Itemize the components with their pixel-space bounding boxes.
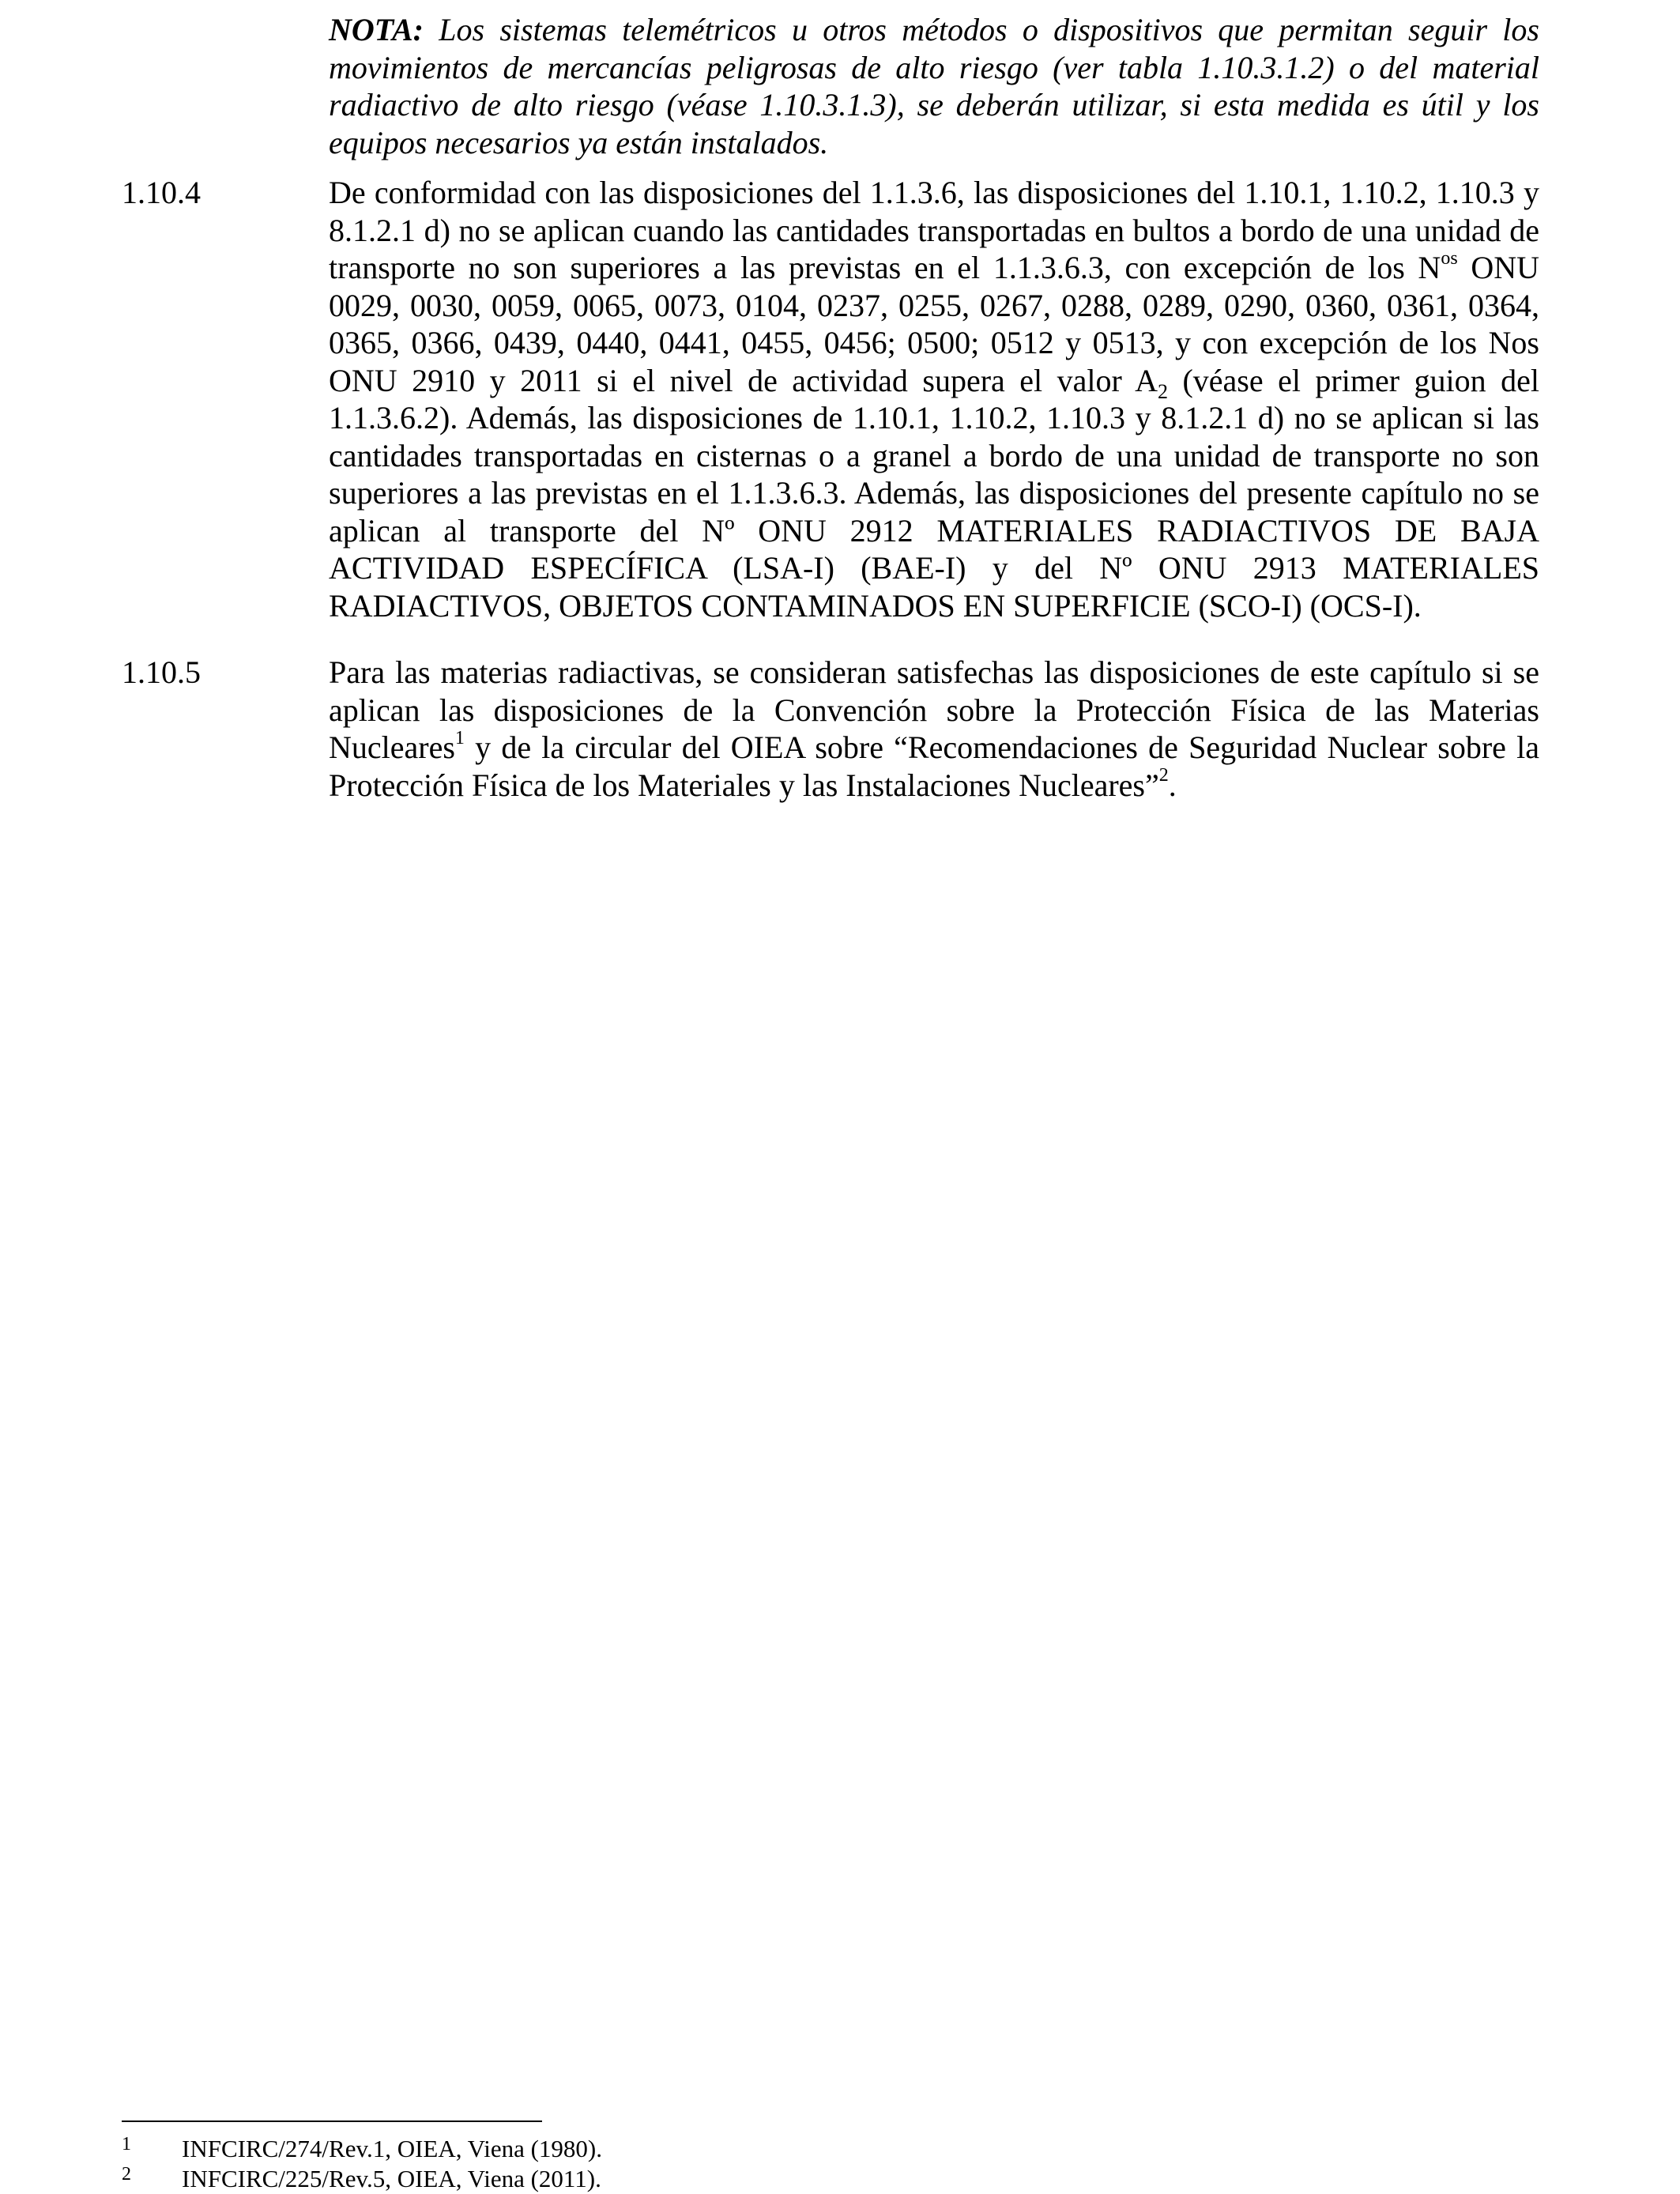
section-number-1104: 1.10.4 <box>122 175 201 210</box>
footnote-separator <box>122 2120 542 2122</box>
footnote-number: 1 <box>122 2134 131 2154</box>
superscript-os: os <box>1441 247 1458 269</box>
section-1104-text-c: (véase el primer guion del 1.1.3.6.2). Además, las disposiciones de 1.10.1, 1.10.2, 1.10.3 y 8.1.2.1 d) no se aplican si las cantidades transportadas en cisternas o a granel a bordo de una unidad de transporte no son superiores a las previstas en el 1.1.3.6.3. Además, las disposiciones del presente capítulo no se aplican al transporte del Nº ONU 2912 MATERIALES RADIACTIVOS DE BAJA ACTIVIDAD ESPECÍFICA (LSA-I) (BAE-I) y del Nº ONU 2913 MATERIALES RADIACTIVOS, OBJETOS CONTAMINADOS EN SUPERFICIE (SCO-I) (OCS-I). <box>329 362 1539 624</box>
section-1105-paragraph <box>329 654 1539 804</box>
note-paragraph <box>329 11 1539 161</box>
section-1104-text-b: ONU 0029, 0030, 0059, 0065, 0073, 0104, 0237, 0255, 0267, 0288, 0289, 0290, 0360, 0361, 0364, 0365, 0366, 0439, 0440, 0441, 0455, 0456; 0500; 0512 y 0513, y con excepción de los Nos ONU 2910 y 2011 si el nivel de actividad supera el valor A <box>329 250 1539 398</box>
section-1104-text-a: De conformidad con las disposiciones del 1.1.3.6, las disposiciones del 1.10.1, 1.10.2, 1.10.3 y 8.1.2.1 d) no se aplican cuando las cantidades transportadas en bultos a bordo de una unidad de transporte no son superiores a las previstas en el 1.1.3.6.3, con excepción de los N <box>329 175 1539 285</box>
footnote-number: 2 <box>122 2164 131 2185</box>
section-1105-text-c: . <box>1168 767 1177 803</box>
footnote-text: INFCIRC/274/Rev.1, OIEA, Viena (1980). <box>182 2135 602 2162</box>
note-text: Los sistemas telemétricos u otros métodos o dispositivos que permitan seguir los movimientos de mercancías peligrosas de alto riesgo (ver tabla 1.10.3.1.2) o del material radiactivo de alto riesgo (véase 1.10.3.1.3), se deberán utilizar, si esta medida es útil y los equipos necesarios ya están instalados. <box>329 12 1539 160</box>
footnote-text: INFCIRC/225/Rev.5, OIEA, Viena (2011). <box>182 2165 601 2192</box>
subscript-2: 2 <box>1157 379 1168 403</box>
note-label: NOTA: <box>329 12 424 47</box>
section-1104-paragraph <box>329 174 1539 624</box>
section-1105-text-a: Para las materias radiactivas, se consideran satisfechas las disposiciones de este capítulo si se aplican las disposiciones de la Convención sobre la Protección Física de las Materias Nucleares <box>329 654 1539 765</box>
section-1105-text-b: y de la circular del OIEA sobre “Recomendaciones de Seguridad Nuclear sobre la Protección Física de los Materiales y las Instalaciones Nucleares” <box>329 729 1539 803</box>
section-number-1105: 1.10.5 <box>122 654 201 690</box>
footnote-ref-1[interactable]: 1 <box>454 727 465 748</box>
footnote-ref-2[interactable]: 2 <box>1158 765 1169 786</box>
